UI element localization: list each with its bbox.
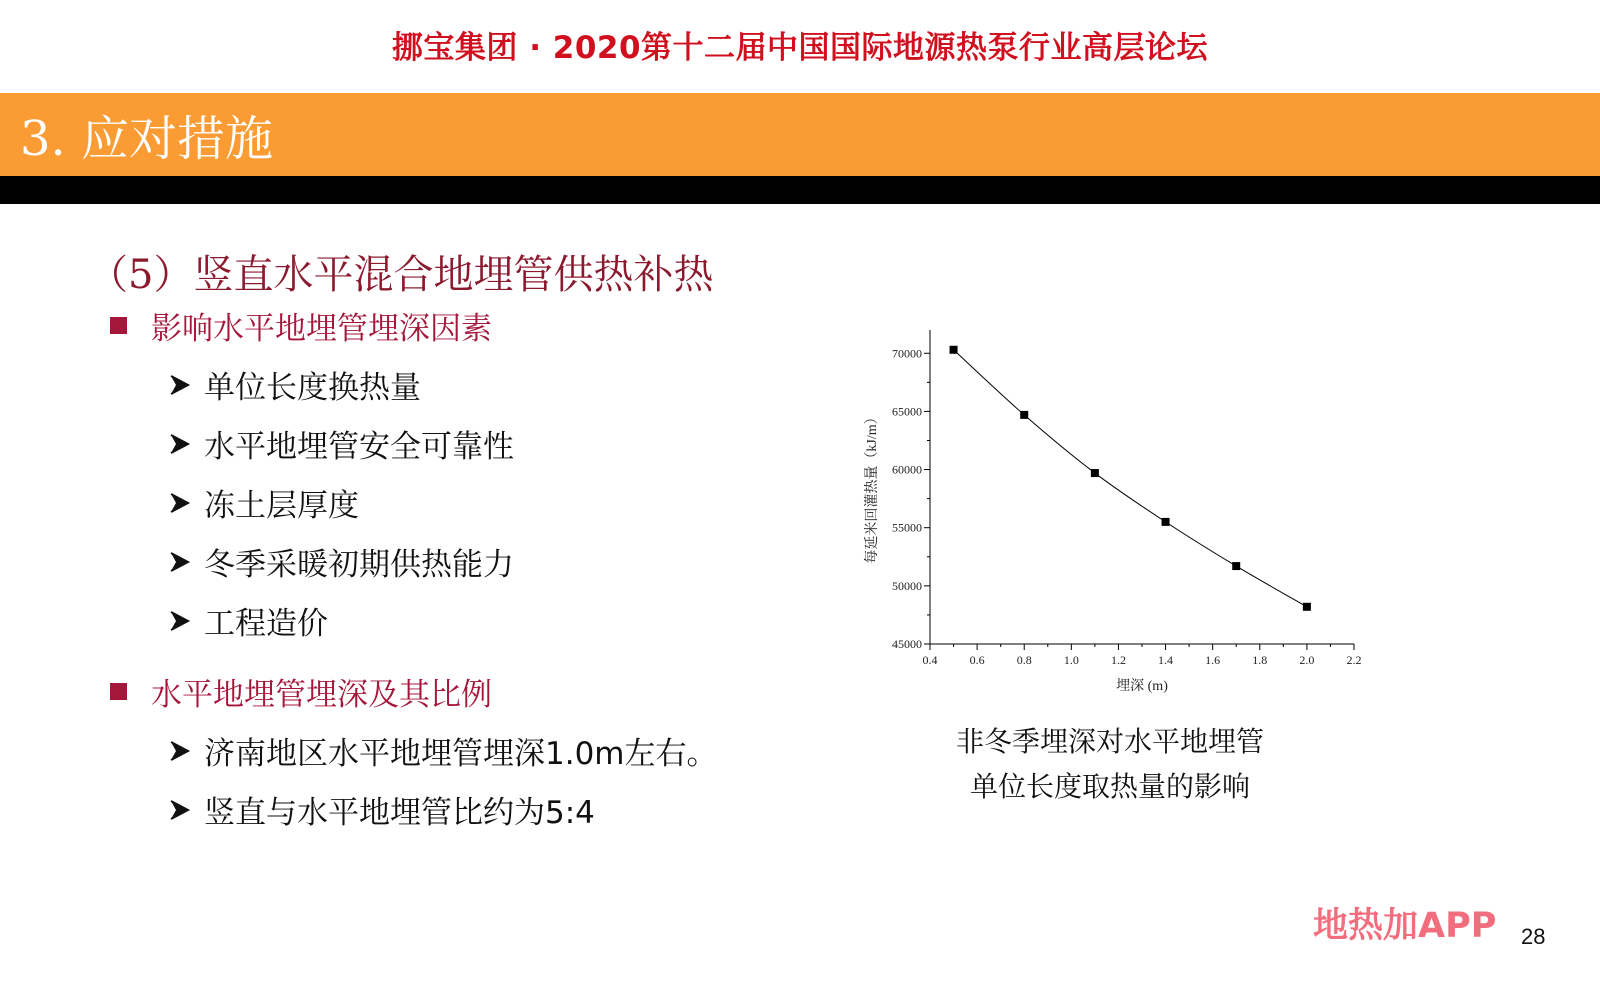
x-tick-label: 2.0	[1299, 653, 1315, 667]
bullet-label: 水平地埋管埋深及其比例	[151, 677, 492, 713]
x-tick-label: 1.4	[1158, 653, 1174, 667]
arrow-bullet-icon	[168, 373, 194, 397]
list-item	[168, 787, 595, 832]
list-item	[168, 728, 718, 773]
list-item-text: 工程造价	[204, 606, 328, 642]
y-tick-label: 50000	[892, 578, 922, 593]
arrow-bullet-icon	[168, 432, 194, 456]
x-tick-label: 0.8	[1016, 653, 1032, 667]
list-item-text: 水平地埋管安全可靠性	[204, 429, 514, 465]
list-item	[168, 539, 514, 584]
watermark-logo: 地热加APP	[1313, 906, 1497, 946]
y-tick-label: 65000	[892, 404, 922, 419]
square-bullet-icon	[110, 683, 127, 700]
y-tick-label: 55000	[892, 520, 922, 535]
divider-bar	[0, 176, 1600, 204]
section-title: 3. 应对措施	[20, 111, 274, 167]
bullet-label: 影响水平地埋管埋深因素	[151, 311, 492, 347]
bullet-depth-ratio	[110, 669, 492, 714]
page-number: 28	[1521, 924, 1546, 949]
y-tick-label: 45000	[892, 637, 922, 651]
arrow-bullet-icon	[168, 798, 194, 822]
chart-svg	[860, 320, 1400, 720]
list-item	[168, 598, 328, 643]
arrow-bullet-icon	[168, 739, 194, 763]
x-tick-label: 0.6	[969, 653, 985, 667]
arrow-bullet-icon	[168, 550, 194, 574]
data-point	[1091, 469, 1099, 477]
x-tick-label: 2.2	[1346, 653, 1362, 667]
x-tick-label: 1.8	[1252, 653, 1268, 667]
list-item	[168, 362, 421, 407]
square-bullet-icon	[110, 317, 127, 334]
list-item	[168, 480, 359, 525]
data-point	[1020, 411, 1028, 419]
depth-heat-chart	[860, 320, 1400, 720]
data-point	[1303, 603, 1311, 611]
x-tick-label: 1.2	[1110, 653, 1126, 667]
chart-caption-line2: 单位长度取热量的影响	[969, 770, 1250, 803]
x-tick-label: 1.0	[1063, 653, 1079, 667]
bullet-factors	[110, 303, 492, 348]
list-item-text: 冬季采暖初期供热能力	[204, 547, 514, 583]
data-point	[950, 346, 958, 354]
arrow-bullet-icon	[168, 491, 194, 515]
slide-subheading: （5）竖直水平混合地埋管供热补热	[88, 252, 714, 298]
x-axis-label: 埋深 (m)	[1116, 679, 1168, 694]
forum-title: 挪宝集团 · 2020第十二届中国国际地源热泵行业高层论坛	[391, 30, 1209, 66]
data-point	[1162, 518, 1170, 526]
y-tick-label: 70000	[892, 346, 922, 361]
arrow-bullet-icon	[168, 609, 194, 633]
y-axis-label: 每延米回灌热量（kJ/m）	[865, 410, 880, 564]
series-line	[954, 350, 1307, 607]
list-item-text: 济南地区水平地埋管埋深1.0m左右。	[204, 736, 718, 772]
y-tick-label: 60000	[892, 462, 922, 477]
list-item-text: 冻土层厚度	[204, 488, 359, 524]
x-tick-label: 0.4	[922, 653, 938, 667]
list-item-text: 单位长度换热量	[204, 370, 421, 406]
x-tick-label: 1.6	[1205, 653, 1221, 667]
list-item	[168, 421, 514, 466]
chart-caption-line1: 非冬季埋深对水平地埋管	[955, 725, 1264, 758]
data-point	[1232, 562, 1240, 570]
list-item-text: 竖直与水平地埋管比约为5:4	[204, 795, 595, 831]
